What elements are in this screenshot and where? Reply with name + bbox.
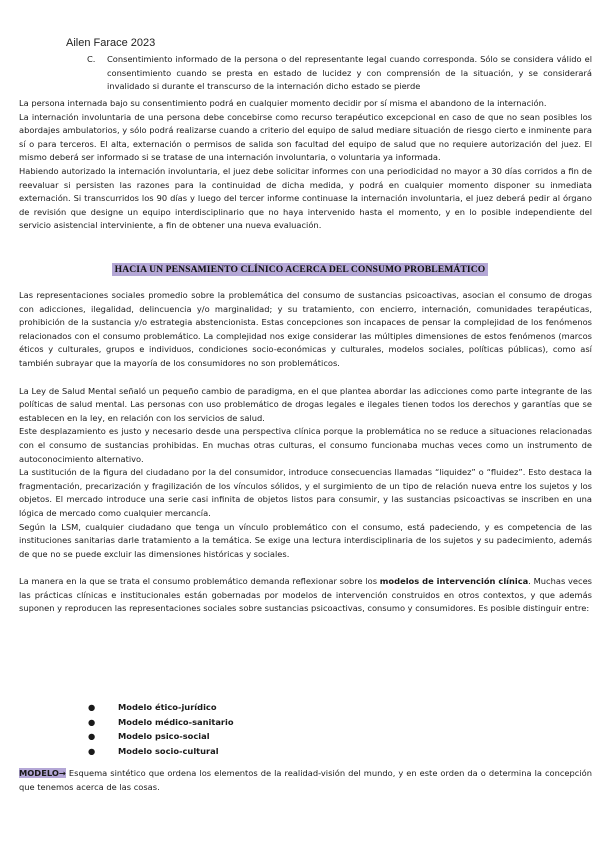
bullet-icon: ● bbox=[88, 731, 96, 741]
list-item: ● Modelo socio-cultural bbox=[88, 744, 234, 759]
paragraph-text: . Muchas veces las prácticas clínicas e institucionales están gobernadas por modelos de intervención construidos en otros contextos, y que además suponen y reproducen las representaciones sociales sobre sustancias psicoactivas, consumo y consumidores. Es posible distinguir entre: bbox=[19, 576, 593, 614]
paragraph: La Ley de Salud Mental señaló un pequeño cambio de paradigma, en el que plantea abordar las adicciones como parte integrante de las políticas de salud mental. Las personas con uso problemático de drogas legales e ilegales tienen todos los derechos y garantías que se establecen en la ley, en relación con los servicios de salud. bbox=[19, 385, 592, 423]
paragraph bbox=[19, 575, 592, 616]
list-marker: C. bbox=[87, 54, 96, 64]
list-item: ● Modelo ético-jurídico bbox=[88, 700, 234, 715]
bullet-icon: ● bbox=[88, 716, 96, 727]
paragraph: La internación involuntaria de una persona debe concebirse como recurso terapéutico excepcional en caso de que no sean posibles los abordajes ambulatorios, y sólo podrá realizarse cuando a criterio del equipo de salud mediare situación de riesgo cierto e inminente para sí o para terceros. El alta, externación o permisos de salida son facultad del equipo de salud que no requiere autorización del juez. El mismo deberá ser informado si se tratase de una internación involuntaria, o voluntaria ya informada. bbox=[19, 111, 592, 163]
definition-text: Esquema sintético que ordena los elementos de la realidad-visión del mundo, y en este orden da o determina la concepción que tenemos acerca de las cosas. bbox=[19, 768, 592, 792]
highlighted-term: MODELO→ bbox=[19, 768, 66, 778]
paragraph: Las representaciones sociales promedio sobre la problemática del consumo de sustancias psicoactivas, asocian el consumo de drogas con adicciones, ilegalidad, delincuencia y/o marginalidad; y su tratamiento, con encierro, internación, comunidades terapéuticas, prohibición de la sustancia y/o estrategia abstencionista. Estas concepciones son incapaces de pensar la complejidad de los fenómenos relacionados con el consumo problemático. La complejidad nos exige considerar las múltiples dimensiones de estos fenómenos (marcos éticos y culturales, grupos e individuos, condiciones socio-económicas y culturales, modelos sociales, políticas públicas), como así también subrayar que la mayoría de los consumidores no son problemáticos. bbox=[19, 290, 592, 368]
section-heading-row bbox=[0, 257, 600, 276]
section-heading: HACIA UN PENSAMIENTO CLÍNICO ACERCA DEL CONSUMO PROBLEMÁTICO bbox=[112, 263, 489, 276]
intro-section bbox=[19, 97, 592, 233]
paragraph: La sustitución de la figura del ciudadano por la del consumidor, introduce consecuencias llamadas “liquidez” o “fluidez”. Esto destaca la fragmentación, precarización y fragilización de los vínculos sólidos, y el surgimiento de un tipo de relación nueva entre los sujetos y los objetos. El mercado introduce una serie casi infinita de objetos listos para consumir, y las sustancias psicoactivas se inscriben en una lógica de mercado como cualquier mercancía. bbox=[19, 467, 592, 518]
list-item: ● Modelo psico-social bbox=[88, 729, 234, 744]
paragraph: Habiendo autorizado la internación involuntaria, el juez debe solicitar informes con una periodicidad no mayor a 30 días corridos a fin de reevaluar si persisten las razones para la continuidad de dicha medida, y podrá en cualquier momento disponer su inmediata externación. Si transcurridos los 90 días y luego del tercer informe continuase la internación involuntaria, el juez deberá pedir al órgano de revisión que designe un equipo interdisciplinario que no haya intervenido hasta el momento, y en lo posible independiente del servicio asistencial interviniente, a fin de obtener una nueva evaluación. bbox=[19, 165, 592, 231]
paragraph-text: La manera en la que se trata el consumo problemático demanda reflexionar sobre los bbox=[19, 576, 380, 587]
paragraph: Este desplazamiento es justo y necesario desde una perspectiva clínica porque la problemática no se reduce a situaciones relacionadas con el consumo de sustancias prohibidas. En muchas otras culturas, el consumo funcionaba muchas veces como un instrumento de autoconocimiento alternativo. bbox=[19, 426, 592, 464]
paragraph: La persona internada bajo su consentimiento podrá en cualquier momento decidir por sí misma el abandono de la internación. bbox=[19, 98, 547, 108]
body-section bbox=[19, 289, 592, 616]
list-item-text: Consentimiento informado de la persona o del representante legal cuando corresponda. Sólo se considera válido el consentimiento cuando se presta en estado de lucidez y con comprensión de la situación, y se considerará invalidado si durante el transcurso de la internación dicho estado se pierde bbox=[107, 54, 592, 92]
paragraph bbox=[19, 767, 592, 794]
author-header: Ailen Farace 2023 bbox=[66, 37, 156, 49]
models-list bbox=[88, 700, 234, 758]
definition-section bbox=[19, 767, 592, 794]
bold-term: modelos de intervención clínica bbox=[379, 576, 529, 587]
list-item: ● Modelo médico-sanitario bbox=[88, 715, 234, 730]
paragraph: Según la LSM, cualquier ciudadano que tenga un vínculo problemático con el consumo, está padeciendo, y es competencia de las instituciones sanitarias darle tratamiento a la temática. Se exige una lectura interdisciplinaria de los sujetos y su padecimiento, además de que no se puede excluir las dimensiones históricas y sociales. bbox=[19, 521, 592, 559]
list-item-c bbox=[87, 53, 592, 94]
bullet-icon: ● bbox=[88, 702, 96, 712]
bullet-icon: ● bbox=[88, 745, 96, 756]
